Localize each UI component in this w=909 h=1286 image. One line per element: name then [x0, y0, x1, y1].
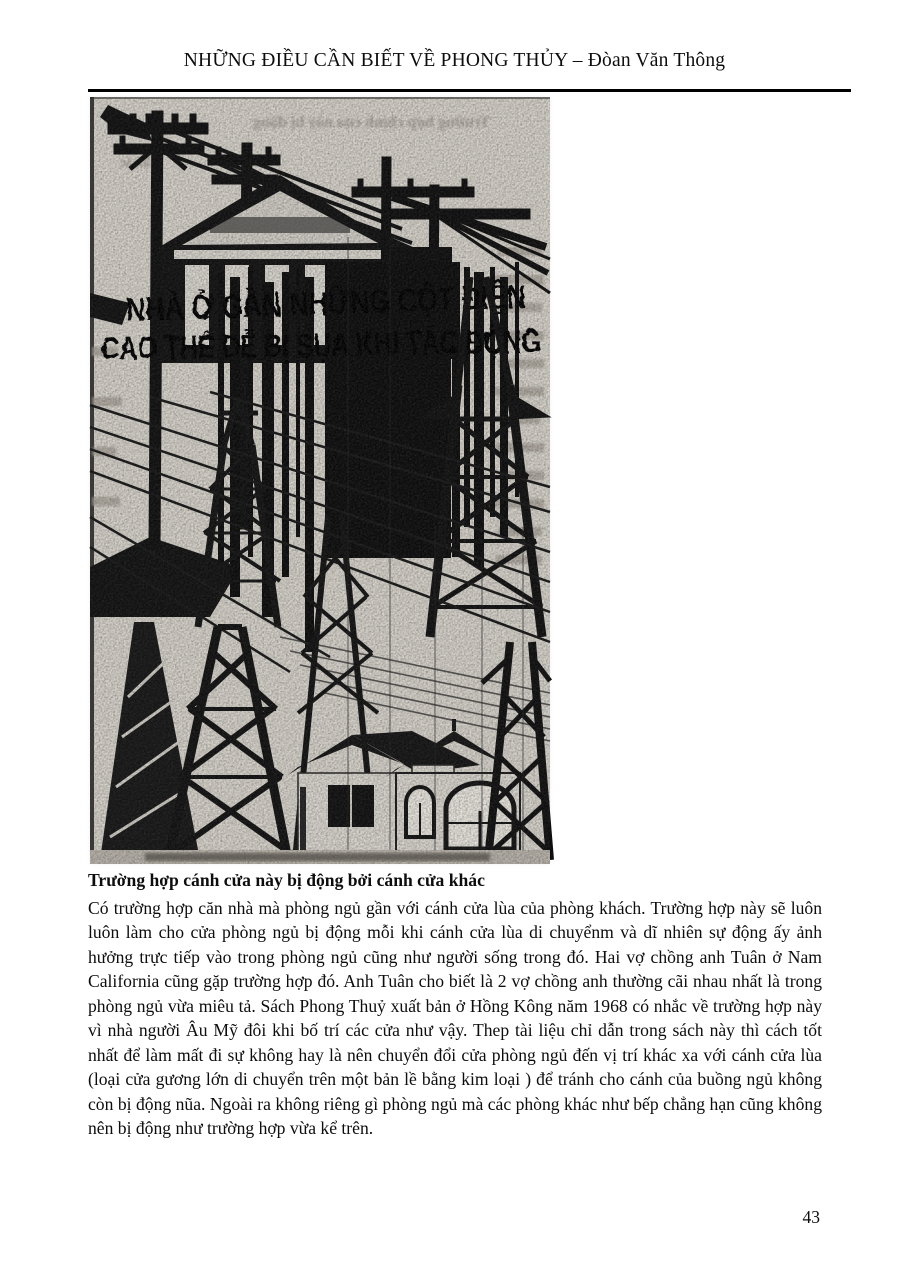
grain-overlay [90, 97, 550, 864]
figure-power-lines [90, 97, 550, 864]
page-number: 43 [802, 1207, 820, 1227]
header-rule [88, 89, 851, 92]
figure-caption: Trường hợp cánh cửa này bị động bởi cánh cửa khác [88, 870, 485, 890]
body-paragraph: Có trường hợp căn nhà mà phòng ngủ gần với cánh cửa lùa của phòng khách. Trường hợp này sẽ luôn luôn làm cho cửa phòng ngủ bị động mỗi khi cánh cửa lùa di chuyểnm và dĩ nhiên sự động ấy ảnh hưởng trực tiếp vào trong phòng ngủ cũng như người sống trong đó. Hai vợ chồng anh Tuân ở Nam California cũng gặp trường hợp đó. Anh Tuân cho biết là 2 vợ chồng anh thường cãi nhau nhất là trong phòng ngủ vừa miêu tả. Sách Phong Thuỷ xuất bản ở Hồng Kông năm 1968 có nhắc về trường hợp này vì nhà người Âu Mỹ đôi khi bố trí các cửa như vậy. Thep tài liệu chỉ dẫn trong sách này thì cách tốt nhất để làm mất đi sự không hay là nên chuyển đổi cửa phòng ngủ đến vị trí khác xa với cánh cửa lùa (loại cửa gương lớn di chuyển trên một bản lề bằng kim loại ) để tránh cho cánh của buồng ngủ không còn bị động nũa. Ngoài ra không riêng gì phòng ngủ mà các phòng khác như bếp chẳng hạn cũng không nên bị động như trường hợp vừa kể trên. [88, 898, 822, 1139]
power-lines-illustration [90, 97, 550, 864]
page-header: NHỮNG ĐIỀU CẦN BIẾT VỀ PHONG THỦY – Đòan Văn Thông [183, 50, 726, 71]
